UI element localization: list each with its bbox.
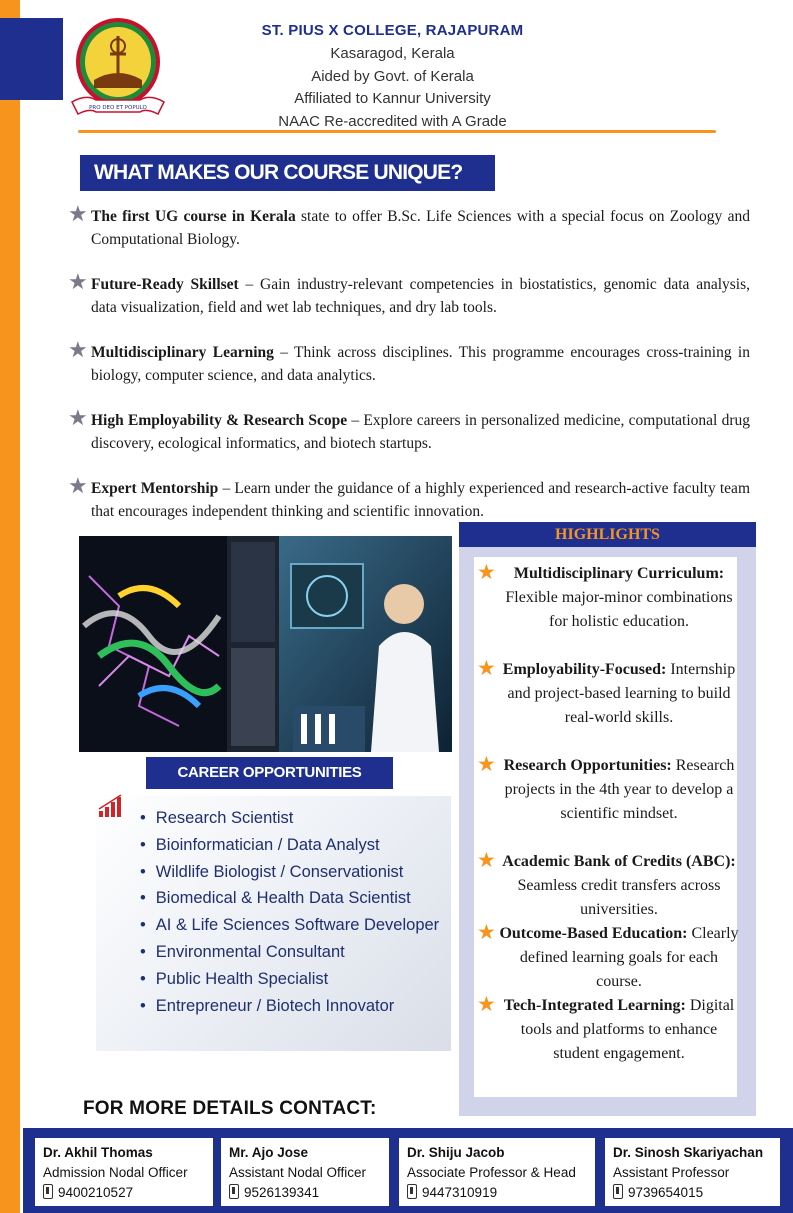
star-icon: ★ bbox=[68, 406, 88, 431]
header-divider bbox=[78, 130, 716, 133]
contact-card bbox=[399, 1138, 595, 1206]
highlight-bold: Tech-Integrated Learning: bbox=[503, 997, 686, 1014]
highlight-item bbox=[474, 754, 750, 826]
point-text: – Gain industry-relevant competencies in biostatistics, genomic data analysis, data visualization, field and wet lab techniques, and dry lab tools. bbox=[91, 276, 750, 316]
left-accent-bar bbox=[0, 0, 20, 1213]
highlight-item bbox=[474, 850, 750, 922]
contact-role: Assistant Professor bbox=[613, 1165, 730, 1180]
list-item: • Bioinformatician / Data Analyst bbox=[140, 832, 439, 859]
college-name: ST. PIUS X COLLEGE, RAJAPURAM bbox=[261, 22, 524, 39]
phone-icon bbox=[43, 1184, 53, 1199]
header-accreditation: NAAC Re-accredited with A Grade bbox=[278, 112, 507, 130]
college-header bbox=[200, 22, 585, 133]
college-logo bbox=[66, 16, 170, 122]
contact-card bbox=[221, 1138, 389, 1206]
highlights-title: HIGHLIGHTS bbox=[459, 522, 756, 547]
highlight-bold: Outcome-Based Education: bbox=[499, 925, 688, 942]
unique-point bbox=[68, 202, 750, 251]
highlight-text: Seamless credit transfers across universities. bbox=[517, 877, 721, 918]
bar-chart-icon bbox=[97, 793, 127, 819]
list-item: • Environmental Consultant bbox=[140, 939, 439, 966]
highlight-text: Digital tools and platforms to enhance student engagement. bbox=[520, 997, 735, 1062]
career-section-title: CAREER OPPORTUNITIES bbox=[146, 757, 393, 789]
unique-point bbox=[68, 270, 750, 319]
highlight-text: Clearly defined learning goals for each course. bbox=[519, 925, 739, 990]
header-location: Kasaragod, Kerala bbox=[330, 45, 455, 62]
highlight-text: Internship and project-based learning to build real-world skills. bbox=[507, 661, 736, 726]
highlight-bold: Academic Bank of Credits (ABC): bbox=[502, 853, 736, 870]
list-item: • Research Scientist bbox=[140, 805, 439, 832]
contact-role: Associate Professor & Head bbox=[407, 1165, 576, 1180]
star-icon: ★ bbox=[477, 992, 496, 1016]
contact-name: Mr. Ajo Jose bbox=[229, 1145, 309, 1160]
science-lab-photo bbox=[79, 536, 452, 752]
highlight-item bbox=[474, 562, 750, 634]
point-text: state to offer B.Sc. Life Sciences with a special focus on Zoology and Computational Biology. bbox=[91, 208, 750, 248]
star-icon: ★ bbox=[68, 270, 88, 295]
header-affiliation: Affiliated to Kannur University bbox=[294, 90, 491, 107]
corner-block bbox=[0, 18, 63, 100]
point-text: – Explore careers in personalized medicine, computational drug discovery, ecological informatics, and biotech startups. bbox=[91, 412, 750, 452]
phone-icon bbox=[229, 1184, 239, 1199]
list-item: • Biomedical & Health Data Scientist bbox=[140, 885, 439, 912]
unique-point bbox=[68, 474, 750, 523]
highlight-text: Flexible major-minor combinations for holistic education. bbox=[505, 589, 733, 630]
star-icon: ★ bbox=[477, 920, 496, 944]
point-bold: Multidisciplinary Learning bbox=[91, 344, 274, 361]
highlight-item bbox=[474, 658, 750, 730]
contact-name: Dr. Akhil Thomas bbox=[43, 1145, 153, 1160]
unique-point bbox=[68, 338, 750, 387]
list-item: • Wildlife Biologist / Conservationist bbox=[140, 859, 439, 886]
highlight-bold: Employability-Focused: bbox=[502, 661, 667, 678]
point-text: – Learn under the guidance of a highly experienced and research-active faculty team that encourages independent thinking and scientific innovation. bbox=[91, 480, 750, 520]
contact-phone[interactable]: 9400210527 bbox=[58, 1185, 134, 1200]
contact-card bbox=[605, 1138, 780, 1206]
list-item: • AI & Life Sciences Software Developer bbox=[140, 912, 439, 939]
contact-phone[interactable]: 9526139341 bbox=[244, 1185, 320, 1200]
point-bold: Expert Mentorship bbox=[91, 480, 219, 497]
header-aided: Aided by Govt. of Kerala bbox=[311, 67, 474, 85]
contact-name: Dr. Sinosh Skariyachan bbox=[613, 1145, 764, 1160]
star-icon: ★ bbox=[68, 338, 88, 363]
contact-phone[interactable]: 9447310919 bbox=[422, 1185, 498, 1200]
star-icon: ★ bbox=[68, 474, 88, 499]
contact-name: Dr. Shiju Jacob bbox=[407, 1145, 505, 1160]
career-list bbox=[140, 805, 439, 1019]
logo-motto: PRO DEO ET POPULO bbox=[89, 105, 147, 111]
point-text: – Think across disciplines. This programme encourages cross-training in biology, computer science, and data analytics. bbox=[91, 344, 750, 384]
highlight-item bbox=[474, 994, 750, 1066]
contact-card bbox=[35, 1138, 213, 1206]
highlight-item bbox=[474, 922, 750, 994]
contact-role: Assistant Nodal Officer bbox=[229, 1165, 367, 1180]
point-bold: Future-Ready Skillset bbox=[91, 276, 239, 293]
unique-section-title: WHAT MAKES OUR COURSE UNIQUE? bbox=[80, 155, 495, 191]
point-bold: High Employability & Research Scope bbox=[91, 412, 348, 429]
contact-phone[interactable]: 9739654015 bbox=[628, 1185, 704, 1200]
phone-icon bbox=[407, 1184, 417, 1199]
star-icon: ★ bbox=[477, 560, 496, 584]
star-icon: ★ bbox=[68, 202, 88, 227]
point-bold: The first UG course in Kerala bbox=[91, 208, 296, 225]
star-icon: ★ bbox=[477, 752, 496, 776]
unique-point bbox=[68, 406, 750, 455]
phone-icon bbox=[613, 1184, 623, 1199]
highlight-text: Research projects in the 4th year to develop a scientific mindset. bbox=[504, 757, 735, 822]
star-icon: ★ bbox=[477, 656, 496, 680]
highlight-bold: Research Opportunities: bbox=[503, 757, 672, 774]
highlight-bold: Multidisciplinary Curriculum: bbox=[513, 565, 725, 582]
list-item: • Entrepreneur / Biotech Innovator bbox=[140, 993, 439, 1020]
contact-title: FOR MORE DETAILS CONTACT: bbox=[83, 1098, 377, 1119]
star-icon: ★ bbox=[477, 848, 496, 872]
list-item: • Public Health Specialist bbox=[140, 966, 439, 993]
contact-role: Admission Nodal Officer bbox=[43, 1165, 188, 1180]
